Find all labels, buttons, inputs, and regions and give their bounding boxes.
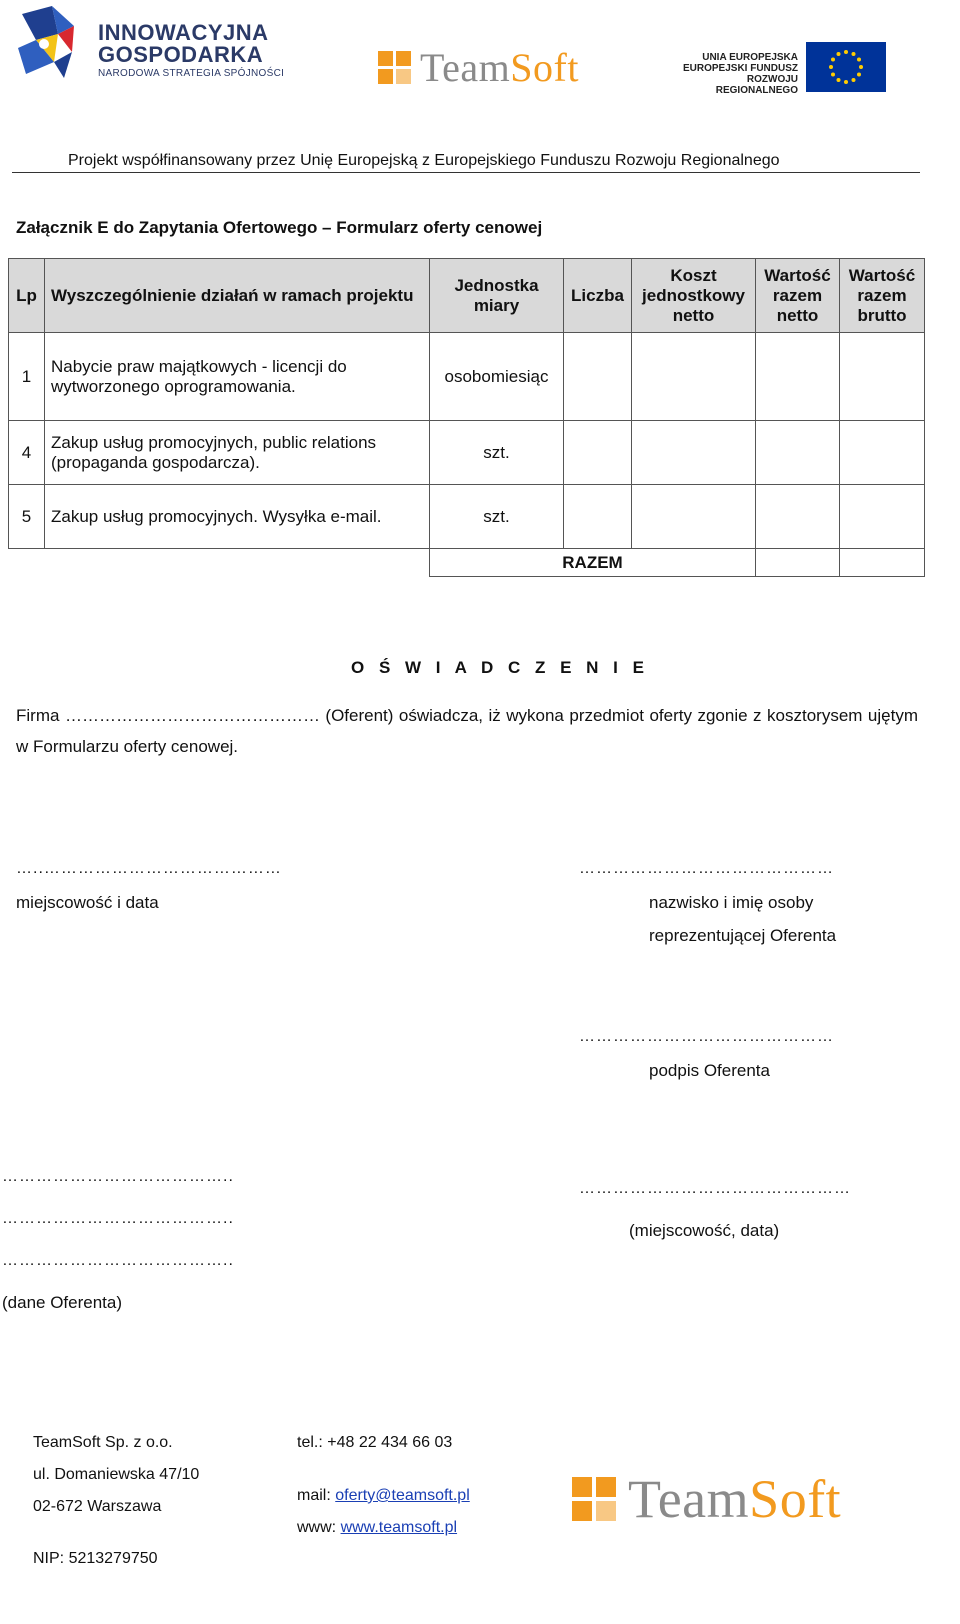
statement-heading: O Ś W I A D C Z E N I E — [351, 658, 649, 677]
cell-gross-total[interactable] — [840, 333, 925, 421]
col-header-net-total: Wartość razem netto — [756, 259, 840, 333]
cell-description: Nabycie praw majątkowych - licencji do wytworzonego oprogramowania. — [45, 333, 430, 421]
place-date2-field[interactable]: ………………………………………… — [579, 1180, 851, 1197]
ig-logo-line3: NARODOWA STRATEGIA SPÓJNOŚCI — [98, 68, 285, 79]
table-row — [9, 333, 925, 421]
signature-label: podpis Oferenta — [649, 1061, 770, 1080]
eu-line3: ROZWOJU REGIONALNEGO — [715, 74, 798, 96]
teamsoft-squares-icon — [378, 51, 412, 85]
place-date-field[interactable]: …..…………………………………… — [16, 860, 282, 877]
col-header-gross-total: Wartość razem brutto — [840, 259, 925, 333]
cell-lp: 4 — [9, 421, 45, 485]
teamsoft-soft-text: Soft — [510, 45, 579, 90]
signature-field[interactable]: ……………………………………… — [579, 1028, 834, 1045]
cell-lp: 1 — [9, 333, 45, 421]
ig-logo-line1: INNOWACYJNA — [98, 20, 269, 45]
eu-line1: UNIA EUROPEJSKA — [702, 52, 798, 63]
statement-body — [16, 700, 918, 762]
footer-company: TeamSoft Sp. z o.o. — [33, 1434, 173, 1451]
col-header-lp: Lp — [9, 259, 45, 333]
col-header-unit-cost: Koszt jednostkowy netto — [632, 259, 756, 333]
cell-quantity[interactable] — [564, 333, 632, 421]
cell-quantity[interactable] — [564, 421, 632, 485]
footer-www-row — [297, 1519, 457, 1537]
eu-flag-icon — [806, 42, 886, 92]
eu-line2: EUROPEJSKI FUNDUSZ — [682, 63, 798, 74]
footer-tel: tel.: +48 22 434 66 03 — [297, 1434, 453, 1451]
table-header-row — [9, 259, 925, 333]
cell-unit: szt. — [430, 485, 564, 549]
table-total-row — [9, 549, 925, 577]
footer-mail-label: mail: — [297, 1487, 331, 1504]
bidder-data-field-1[interactable]: ………………………………….. — [2, 1168, 234, 1185]
cell-quantity[interactable] — [564, 485, 632, 549]
project-cofinancing-line: Projekt współfinansowany przez Unię Europejską z Europejskiego Funduszu Rozwoju Regionalnego — [68, 152, 780, 169]
cell-gross-total[interactable] — [840, 485, 925, 549]
cell-unit-cost[interactable] — [632, 333, 756, 421]
cell-net-total[interactable] — [756, 421, 840, 485]
cell-net-total[interactable] — [756, 333, 840, 421]
total-net[interactable] — [756, 549, 840, 577]
cell-unit-cost[interactable] — [632, 485, 756, 549]
teamsoft-soft-text: Soft — [749, 1469, 842, 1529]
pricing-table — [8, 258, 925, 577]
cell-description: Zakup usług promocyjnych, public relations (propaganda gospodarcza). — [45, 421, 430, 485]
document-title: Załącznik E do Zapytania Ofertowego – Formularz oferty cenowej — [16, 218, 543, 237]
teamsoft-team-text: Team — [420, 45, 511, 90]
table-row — [9, 421, 925, 485]
cell-net-total[interactable] — [756, 485, 840, 549]
place-date-label: miejscowość i data — [16, 893, 159, 912]
footer-mail-link[interactable]: oferty@teamsoft.pl — [335, 1487, 470, 1504]
cell-lp: 5 — [9, 485, 45, 549]
footer-city: 02-672 Warszawa — [33, 1498, 162, 1515]
footer-www-link[interactable]: www.teamsoft.pl — [340, 1519, 458, 1536]
header-divider — [12, 172, 920, 173]
cell-unit: szt. — [430, 421, 564, 485]
teamsoft-team-text: Team — [628, 1469, 750, 1529]
firma-name-field[interactable]: ……………………………………… — [64, 706, 320, 725]
teamsoft-logo-footer — [572, 1470, 841, 1528]
firma-label: Firma — [16, 706, 60, 725]
cell-unit-cost[interactable] — [632, 421, 756, 485]
footer-street: ul. Domaniewska 47/10 — [33, 1466, 200, 1483]
bidder-data-field-2[interactable]: ………………………………….. — [2, 1210, 234, 1227]
teamsoft-logo-header — [378, 46, 579, 90]
representative-label-2: reprezentującej Oferenta — [649, 926, 837, 945]
representative-field[interactable]: ……………………………………… — [579, 860, 834, 877]
col-header-description: Wyszczególnienie działań w ramach projektu — [45, 259, 430, 333]
statement-text: (Oferent) oświadcza, iż wykona przedmiot oferty zgonie z kosztorysem ujętym w Formularzu oferty cenowej. — [16, 706, 918, 756]
footer-mail-row — [297, 1487, 470, 1505]
total-label: RAZEM — [430, 549, 756, 577]
cell-gross-total[interactable] — [840, 421, 925, 485]
teamsoft-squares-icon — [572, 1477, 616, 1521]
innowacyjna-gospodarka-logo — [14, 4, 314, 84]
col-header-unit: Jednostka miary — [430, 259, 564, 333]
place-date2-label: (miejscowość, data) — [629, 1221, 780, 1240]
bidder-data-label: (dane Oferenta) — [2, 1293, 123, 1312]
footer-nip: NIP: 5213279750 — [33, 1550, 158, 1567]
ig-star-icon — [14, 4, 94, 84]
table-row — [9, 485, 925, 549]
cell-description: Zakup usług promocyjnych. Wysyłka e-mail. — [45, 485, 430, 549]
cell-unit: osobomiesiąc — [430, 333, 564, 421]
ig-logo-line2: GOSPODARKA — [98, 42, 264, 67]
total-gross[interactable] — [840, 549, 925, 577]
eu-logo-text — [662, 52, 798, 96]
footer-www-label: www: — [297, 1519, 337, 1536]
col-header-quantity: Liczba — [564, 259, 632, 333]
bidder-data-field-3[interactable]: ………………………………….. — [2, 1252, 234, 1269]
representative-label-1: nazwisko i imię osoby — [649, 893, 814, 912]
